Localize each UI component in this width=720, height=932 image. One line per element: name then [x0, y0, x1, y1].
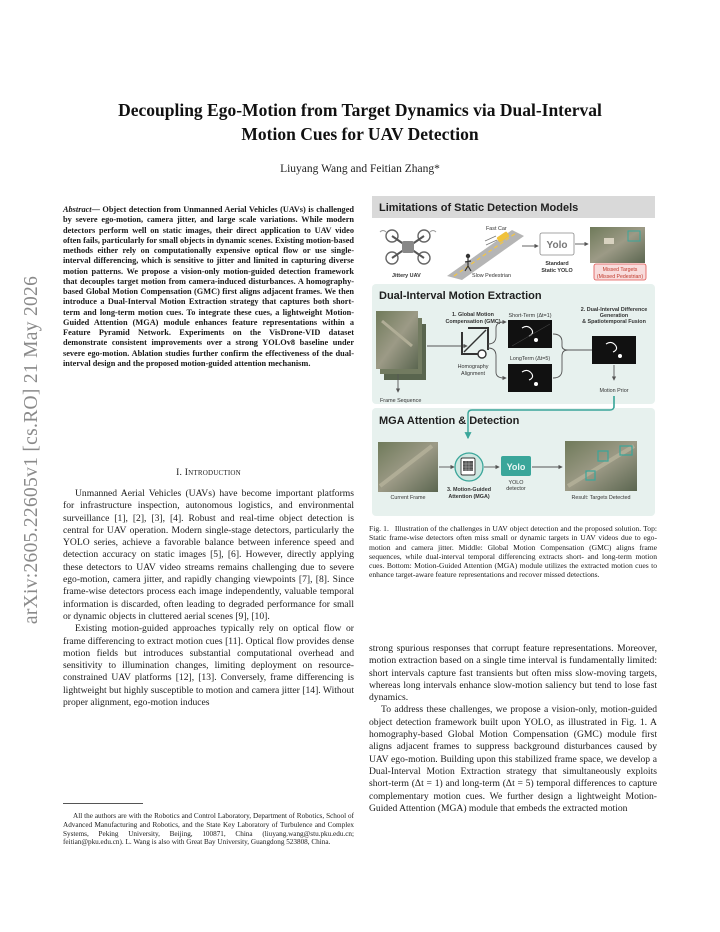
frame-sequence-label: Frame Sequence [380, 398, 422, 404]
caption-text: Illustration of the challenges in UAV object detection and the proposed solution. Top: Static frame-wise detectors often miss small or dynamic targets in UAV videos due to ego-motion and camera jitter. Middle: Global Motion Compensation (GMC) aligns frame sequences, while dual-interval temporal differencing extracts short- and long-term motion cues. Bottom: Motion-Guided Attention (MGA) module utilizes the extracted motion cues to enhance target-aware feature representations and recover missed detections. [369, 524, 657, 580]
abstract-dash: — [91, 205, 103, 214]
yolo-detector-logo: Yolo [506, 462, 526, 472]
figure-1 [372, 196, 655, 516]
caption-label: Fig. 1. [369, 524, 389, 533]
homography-label-1: Homography [457, 364, 489, 370]
right-column-text [369, 643, 657, 815]
arxiv-identifier: arXiv:2605.22605v1 [cs.RO] 21 May 2026 [21, 275, 42, 625]
abstract-lead: Abstract [63, 205, 92, 214]
slow-pedestrian-label: Slow Pedestrian [472, 273, 511, 279]
homography-label-2: Alignment [461, 371, 485, 377]
abstract-text: Object detection from Unmanned Aerial Vehicles (UAVs) is challenged by severe ego-motion, camera jitter, and large scale variations. While modern detectors perform well on static images, their direct application to UAV video often fails, particularly for small objects in dynamic scenes. Existing motion-based methods either rely on computationally expensive optical flow or use single-interval differencing, which is sensitive to jitter and limited in capturing diverse motion patterns. We propose a vision-only motion-guided detection framework that decouples target motion from camera-induced disturbances. A homography-based Global Motion Compensation (GMC) first aligns adjacent frames. We then introduce a Dual-Interval Motion Extraction strategy that captures both short-term and long-term motion cues. To integrate these cues, a lightweight Motion-Guided Attention (MGA) module enhances feature representations within a Feature Pyramid Network. Experiments on the VisDrone-VID dataset demonstrate consistent improvements over a strong YOLOv8 baseline under severe ego-motion. Ablation studies further confirm the effectiveness of the dual-interval design and the proposed motion-guided attention mechanism. [63, 205, 355, 368]
panel3-title: MGA Attention & Detection [379, 415, 520, 427]
right-paragraph-2: To address these challenges, we propose a vision-only, motion-guided object detection framework built upon YOLO, as illustrated in Fig. 1. A homography-based Global Motion Compensation (GMC) module first aligns adjacent frames to suppress background disturbances caused by UAV ego-motion. Building upon this stabilized frame space, we develop a Dual-Interval Motion Extraction strategy that simultaneously exploits short-term (Δt = 1) and long-term (Δt = 5) temporal differences to capture complementary motion cues. We further design a lightweight Motion-Guided Attention (MGA) module that embeds the extracted motion [369, 704, 657, 814]
fast-car-label: Fast Car [486, 226, 507, 232]
panel1-title: Limitations of Static Detection Models [379, 202, 579, 214]
gmc-label-2: Compensation (GMC) [445, 319, 501, 325]
paper-title [60, 98, 660, 146]
pedestrian-icon [466, 254, 470, 258]
jittery-uav-label: Jittery UAV [392, 273, 421, 279]
footnote-rule [63, 803, 143, 804]
missed-targets-label-2: (Missed Pedestrian) [596, 274, 644, 280]
long-term-diff-image [508, 364, 552, 392]
title-line-1: Decoupling Ego-Motion from Target Dynamics via Dual-Interval [118, 100, 602, 120]
abstract [63, 205, 354, 369]
section-heading-introduction: I. Introduction [176, 467, 241, 478]
right-paragraph-1: strong spurious responses that corrupt feature representations. Moreover, motion extraction based on a single time interval is fundamentally limited: short intervals capture fast transients but often miss slow-moving targets, whereas long intervals enhance slow-motion saliency but tend to lose fast dynamics. [369, 643, 657, 704]
motion-prior-image [592, 336, 636, 364]
short-term-label: Short-Term (Δt=1) [508, 313, 552, 319]
fusion-label-1: 2. Dual-Interval Difference [580, 307, 648, 313]
panel2-title: Dual-Interval Motion Extraction [379, 290, 542, 302]
introduction-text [63, 488, 354, 709]
intro-paragraph-1: Unmanned Aerial Vehicles (UAVs) have become important platforms for infrastructure inspection, autonomous logistics, and environmental surveillance [1], [2], [3], [4]. Robust and real-time object detection is central for UAV operation. Modern single-stage detectors, particularly the YOLO series, achieve a favorable balance between inference speed and detection accuracy on static images [5], [6]. However, directly applying these detectors to UAV video streams remains challenging due to severe ego-motion, camera jitter, and rapidly changing viewpoints [7], [8]. Since frame-wise detectors process each image independently, valuable temporal information is discarded, often leading to degraded performance for small or dynamic objects in cluttered aerial scenes [9], [10]. [63, 488, 354, 622]
panel-dual-interval [372, 284, 655, 404]
panel-limitations [372, 196, 655, 282]
mga-label-2: Attention (MGA) [448, 494, 490, 500]
missed-targets-label-1: Missed Targets [602, 267, 638, 273]
intro-paragraph-2: Existing motion-guided approaches typically rely on optical flow or frame differencing to extract motion cues [11]. Optical flow provides dense motion fields but introduces substantial computational overhead and sensitivity to illumination changes, limiting deployment on resource-constrained UAV platforms [12], [13]. Conversely, frame differencing is lightweight but highly susceptible to motion and camera jitter [14]. Without proper alignment, ego-motion induces [63, 623, 354, 709]
panel-mga [372, 396, 655, 516]
fusion-label-3: & Spatiotemporal Fusion [582, 319, 646, 325]
frame-sequence-image [376, 311, 418, 369]
mga-label-1: 3. Motion-Guided [446, 487, 492, 493]
result-label: Result: Targets Detected [571, 495, 631, 501]
gmc-label-1: 1. Global Motion [452, 312, 494, 318]
current-frame-label: Current Frame [390, 495, 426, 501]
authors: Liuyang Wang and Feitian Zhang* [280, 163, 440, 175]
fusion-label-2: Generation [599, 313, 629, 319]
motion-prior-label: Motion Prior [599, 388, 629, 394]
yolo-detector-label-1: YOLO [508, 480, 524, 486]
title-line-2: Motion Cues for UAV Detection [241, 124, 479, 144]
standard-yolo-label-2: Static YOLO [541, 268, 573, 274]
yolo-detector-label-2: detector [506, 486, 526, 492]
short-term-diff-image [508, 320, 552, 348]
yolo-logo: Yolo [546, 240, 568, 251]
missed-targets-image [590, 227, 645, 263]
standard-yolo-label-1: Standard [545, 261, 569, 267]
footnote: All the authors are with the Robotics and Control Laboratory, Department of Robotics, School of Advanced Manufacturing and Robotics, and the State Key Laboratory of Turbulence and Complex Systems, Peking University, Beijing, 100871, China (liuyang.wang@stu.pku.edu.cn; feitian@pku.edu.cn). L. Wang is also with Great Bay University, Guangdong 523808, China. [63, 812, 354, 847]
figure-1-caption [369, 524, 657, 580]
long-term-label: LongTerm (Δt=5) [509, 356, 551, 362]
